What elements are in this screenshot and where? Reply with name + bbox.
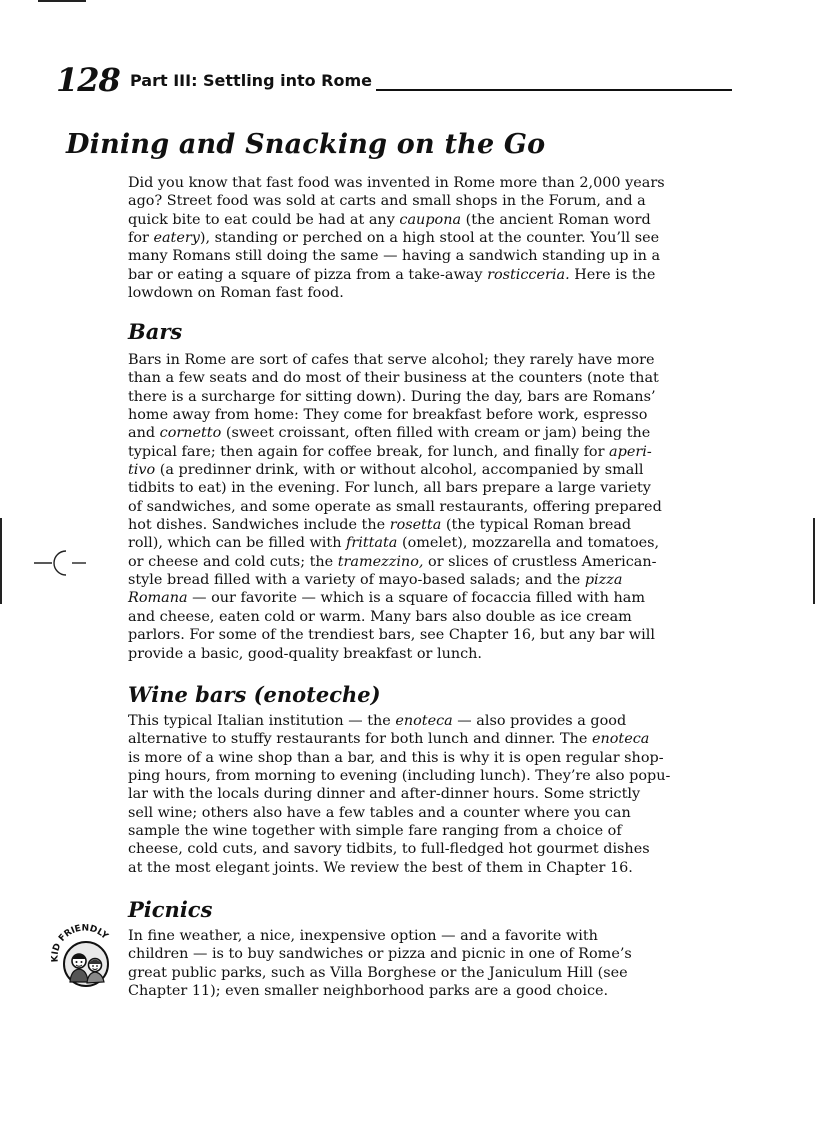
text-line: cheese, cold cuts, and savory tidbits, to full-fledged hot gourmet dishes: [128, 841, 650, 858]
text-line: Romana — our favorite — which is a square of focaccia filled with ham: [128, 590, 645, 607]
text-line: bar or eating a square of pizza from a take-away rosticceria. Here is the: [128, 266, 656, 283]
text-line: style bread filled with a variety of mayo-based salads; and the pizza: [128, 572, 623, 589]
header-rule: [376, 89, 732, 91]
text-line: alternative to stuffy restaurants for both lunch and dinner. The enoteca: [128, 731, 650, 748]
text-line: This typical Italian institution — the enoteca — also provides a good: [128, 713, 627, 729]
text-line: ago? Street food was sold at carts and small shops in the Forum, and a: [128, 193, 646, 210]
text-line: at the most elegant joints. We review the best of them in Chapter 16.: [128, 859, 633, 876]
text-line: there is a surcharge for sitting down). During the day, bars are Romans’: [128, 388, 656, 405]
text-line: lowdown on Roman fast food.: [128, 285, 344, 302]
kid-friendly-icon: [50, 924, 116, 990]
wine-bars-paragraph: [128, 712, 742, 877]
text-line: Chapter 11); even smaller neighborhood parks are a good choice.: [128, 983, 609, 1000]
page-header: [54, 62, 732, 98]
heading-picnics: Picnics: [128, 897, 213, 922]
text-line: quick bite to eat could be had at any caupona (the ancient Roman word: [128, 211, 651, 228]
intro-paragraph: [128, 174, 742, 302]
text-line: great public parks, such as Villa Borghese or the Janiculum Hill (see: [128, 964, 628, 981]
text-line: lar with the locals during dinner and after-dinner hours. Some strictly: [128, 786, 641, 803]
text-line: hot dishes. Sandwiches include the rosetta (the typical Roman bread: [128, 517, 632, 534]
text-line: typical fare; then again for coffee break, for lunch, and finally for aperi-: [128, 443, 652, 460]
text-line: sample the wine together with simple fare ranging from a choice of: [128, 823, 622, 840]
text-line: of sandwiches, and some operate as small restaurants, offering prepared: [128, 498, 662, 515]
kid-friendly-label: KID FRIENDLY: [50, 924, 110, 963]
top-crop-line: [38, 0, 86, 2]
chapter-section-title: Dining and Snacking on the Go: [66, 129, 546, 160]
text-line: or cheese and cold cuts; the tramezzino, or slices of crustless American-: [128, 553, 657, 570]
picnics-paragraph: [128, 927, 742, 1000]
text-line: and cheese, eaten cold or warm. Many bars also double as ice cream: [128, 608, 632, 625]
page-number: 128: [56, 61, 120, 99]
registration-mark-icon: [32, 548, 88, 578]
text-line: roll), which can be filled with frittata (omelet), mozzarella and tomatoes,: [128, 535, 660, 552]
text-line: tivo (a predinner drink, with or without alcohol, accompanied by small: [128, 462, 644, 479]
heading-bars: Bars: [128, 319, 183, 344]
text-line: provide a basic, good-quality breakfast or lunch.: [128, 645, 483, 662]
text-line: home away from home: They come for breakfast before work, espresso: [128, 407, 648, 424]
bars-paragraph: [128, 351, 742, 663]
text-line: is more of a wine shop than a bar, and this is why it is open regular shop-: [128, 749, 664, 766]
heading-wine-bars: Wine bars (enoteche): [128, 682, 381, 707]
text-line: Did you know that fast food was invented in Rome more than 2,000 years: [128, 175, 665, 191]
left-crop-mark: [0, 518, 2, 604]
text-line: children — is to buy sandwiches or pizza and picnic in one of Rome’s: [128, 946, 632, 963]
text-line: parlors. For some of the trendiest bars, see Chapter 16, but any bar will: [128, 627, 655, 644]
text-line: for eatery), standing or perched on a high stool at the counter. You’ll see: [128, 230, 660, 247]
text-line: Bars in Rome are sort of cafes that serve alcohol; they rarely have more: [128, 352, 655, 368]
text-line: tidbits to eat) in the evening. For lunch, all bars prepare a large variety: [128, 480, 651, 497]
text-line: and cornetto (sweet croissant, often filled with cream or jam) being the: [128, 425, 651, 442]
part-title: Part III: Settling into Rome: [130, 71, 373, 90]
text-line: sell wine; others also have a few tables and a counter where you can: [128, 804, 631, 821]
text-line: than a few seats and do most of their business at the counters (note that: [128, 370, 659, 387]
text-line: ping hours, from morning to evening (including lunch). They’re also popu-: [128, 768, 671, 785]
text-line: In fine weather, a nice, inexpensive option — and a favorite with: [128, 928, 598, 944]
right-crop-mark: [813, 518, 815, 604]
text-line: many Romans still doing the same — having a sandwich standing up in a: [128, 248, 661, 265]
